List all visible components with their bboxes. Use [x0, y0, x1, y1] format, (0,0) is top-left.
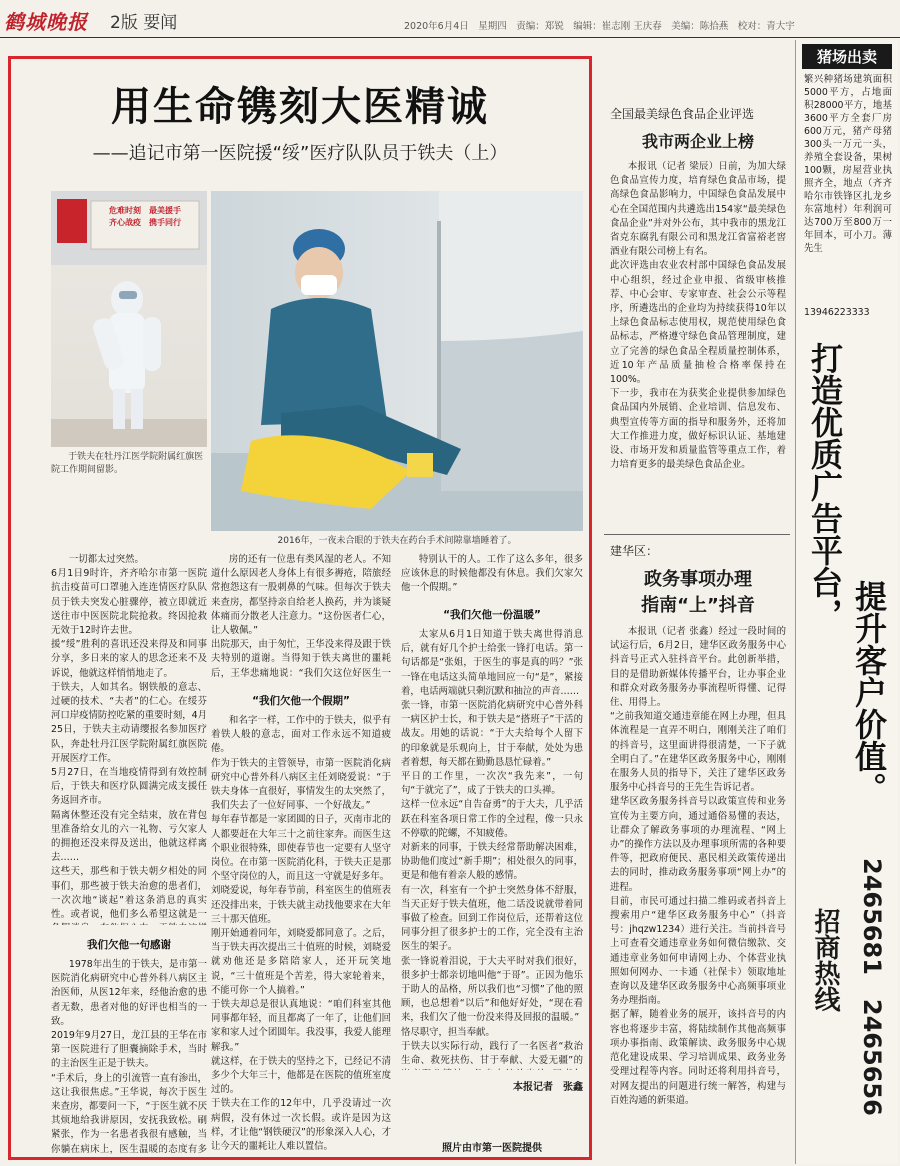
photo-credit: 照片由市第一医院提供	[442, 1143, 542, 1154]
protective-suit-illustration	[51, 191, 207, 447]
page-label: 2版 要闻	[110, 13, 178, 33]
ad-column	[795, 40, 898, 1164]
article-subtitle: ——追记市第一医院援“绥”医疗队队员于铁夫（上）	[92, 143, 508, 164]
story2-kicker: 建华区：	[610, 544, 659, 558]
subheading-thanks: 我们欠他一句感谢	[87, 939, 171, 951]
column3-text-a: 特别认干的人。工作了这么多年，很多应该休息的时候他都没有休息。我们欠家欠他一个假期。”	[401, 554, 583, 594]
photo1-caption: 于铁夫在牡丹江医学院附属红旗医院工作期间留影。	[51, 452, 204, 475]
classified-body: 繁兴种猪场建筑面积5000平方，占地面积28000平方，地基3600平方全套厂房600万元，猪产母猪300头一万元一头，养殖全套设备，果树100颗，房屋营业执照齐全，地点（齐齐哈尔市铁锋区扎龙乡东富地村）年利润可达700万至800万一年回本，可小刀。薄先生	[804, 74, 892, 254]
sidebar-story-douyin	[610, 542, 786, 1155]
photo2-caption: 2016年，一夜未合眼的于铁夫在药台手术间隙靠墙睡着了。	[277, 536, 517, 546]
classified-title: 猪场出卖	[802, 44, 892, 69]
ad-hotline-numbers: 2465681 2465656	[858, 858, 886, 1116]
ad-hotline-label: 招商热线	[810, 908, 840, 1012]
story2-headline-line2: 指南“上”抖音	[641, 595, 755, 616]
photo-banner-text: 危难时刻 最美援手 齐心战疫 携手同行	[109, 206, 181, 227]
article-column-1	[51, 553, 207, 1160]
sidebar-divider	[604, 534, 790, 535]
story2-body: 本报讯（记者 张鑫）经过一段时间的试运行后，6月2日，建华区政务服务中心抖音号正式入驻抖音平台。此创新举措，目的是借助新媒体传播平台，让办事企业和群众对政务服务办事流程听得懂、记得住、用得上。 “之前我知道交通违章能在网上办理，但具体流程是一直弄不明白，刚刚关注了咱们的抖音号，这里面讲得很清楚，一下子就全明白了。”在建华区政务服务中心，刚刚在服务人员的指导下，关注了建华区政务服务中心抖音号的王先生告诉记者。 建华区政务服务抖音号以政策宣传和业务宣传为主要方向，通过通俗易懂的表达，让群众了解政务事项的办理流程、“网上办”的操作方法以及办理事项所需的各种要件等，把政府便民、惠民相关政策传递出去的同时，推动政务服务事项“网上办”的进程。 目前，市民可通过扫描二维码或者抖音上搜索用户“建华区政务服务中心”（抖音号：jhqzw1234）进行关注。当前抖音号上可查看交通违章业务如何微信缴款、交通违章业务如何申请网上办、个体营业执照如何网办、一卡通（社保卡）领取地址查询以及建华区政务服务中心高频事项业务办理指南。 据了解，随着业务的展开，该抖音号的内容也将逐步丰富，将陆续制作其他高频事项办事指南、政策解读、政务服务中心规范化建设成果、学习培训成果、政务业务受理过程等内容。同时还将利用抖音号，对网友提出的问题进行统一解答，构建与百姓沟通的新渠道。	[610, 626, 786, 1106]
classified-phone: 13946223333	[804, 307, 870, 318]
article-column-3	[401, 553, 583, 1093]
subheading-warmth: “我们欠他一份温暖”	[443, 609, 541, 621]
column3-text-b: 太家从6月1日知道于铁夫离世得消息后，就有好几个护士给张一锋打电话。第一句话都是“张姐，于医生的事是真的吗？”张一锋在电话这头简单地回应一句“是”，紧接着，电话两端就只剩沉默和抽泣的声音…… 张一锋，市第一医院消化病研究中心普外科一病区护士长，和于铁夫是“搭班子”干活的战友。用她的话说：“于大夫给每个人留下的印象就是乐观向上，甘于奉献，处处为患者着想，每天都在勤勤恳恳忙碌着。” 平日的工作里，一次次“我先来”，一句句“于就完了”，成了于铁夫的口头禅。 这样一位永远“自告奋勇”的于大夫，几乎活跃在科室各项日常工作的全过程，像一只永不停歇的陀螺，不知疲倦。 对新来的同事，于铁夫经常帮助解决困难，协助他们度过“新手期”；相处很久的同事，更是和他有着亲人般的感情。 有一次，科室有一个护士突然身体不舒服，当天正好于铁夫值班，他二话没说就带着同事做了检查。回到工作岗位后，还帮着这位同事分担了很多护士的工作，完全没有主治医生的架子。 张一锋说着泪说，于大夫平时对我们很好，很多护士都亲切地叫他“于哥”。正因为他乐于助人的品格，所以我们也“习惯”了他的照顾，也总想着“以后”和他好好处，“现在看来，我们欠了他一份没来得及回报的温暖。” 恪尽职守，担当奉献。 于铁夫以实际行动，践行了一名医者“救治生命、救死扶伤、甘于奉献、大爱无疆”的	[401, 629, 583, 1067]
sleeping-doctor-illustration	[211, 191, 583, 531]
article-title: 用生命镌刻大医精诚	[111, 84, 489, 130]
ad-slogan-line1: 打造优质广告平台，	[806, 342, 844, 630]
column2-text-b: 和名字一样，工作中的于铁夫，似乎有着铁人般的意志，面对工作永远不知道疲倦。 作为于铁夫的主管领导，市第一医院消化病研究中心普外科八病区主任刘晓爱说：“于铁夫身体一直很好，事情发生的太突然了，我们失去了一位好同事、一个好战友。” 每年春节都是一家团圆的日子，灭南市北的人都要赶在大年三十之前往家奔。而医生这个职业很特殊，即使春节也一定要有人坚守岗位。在市第一医院消化科，于铁夫正是那个坚守岗位的人，而且这一守就是好多年。 刘晓爱说，每年春节前，科室医生的值班表还没排出来，于铁夫就主动找他要求在大年三十那天值班。 刚开始通着同年，刘晓爱都同意了。之后，当于铁夫再次提出三十值班的时候，刘晓爱就劝他还是多陪陪家人，还开玩笑地说，“三十值班是个苦差，得大家轮着来，不能可你一个人搞着。” 于铁夫却总是很认真地说：“咱们科室其他同事都年轻，而且都离了一年了，让他们回家和家人过个团圆年。我没事，我爱人能理解我。” 就这样，在于铁夫的坚持之下，已经记不清多少个大年三十，他都是在医院的值班室度过的。 于铁夫在工作的12年中，几乎没请过一次病假，没有休过一次长假。或许是因为这样，才让他“钢铁硬汉”的形象深入人心，才让今天的噩耗让人难以置信。	[211, 715, 391, 1153]
story1-headline: 我市两企业上榜	[641, 132, 754, 151]
photo-protective-suit	[51, 191, 207, 447]
story1-kicker: 全国最美绿色食品企业评选	[610, 107, 755, 121]
edition-meta: 2020年6月4日 星期四 责编：郑锐 编辑：崔志刚 王庆春 美编：陈拾燕 校对：青大宇	[404, 21, 795, 32]
byline: 本报记者 张鑫	[513, 1082, 583, 1093]
subheading-holiday: “我们欠他一个假期”	[252, 695, 350, 707]
main-article-frame	[8, 56, 592, 1160]
story2-headline-line1: 政务事项办理	[644, 569, 752, 590]
sidebar-story-green-food	[610, 106, 786, 490]
story1-body: 本报讯（记者 梁辰）日前，为加大绿色食品宣传力度，培育绿色食品市场，提高绿色食品影响力，中国绿色食品发展中心在全国范围内共遴选出154家“最美绿色食品企业”并对外公布，其中我市的黑龙江省克东腐乳有限公司和黑龙江省富裕老窖酒业有限公司榜上有名。 此次评选由农业农村部中国绿色食品发展中心组织，经过企业申报、省级审核推荐、中心会审、专家审查、社会公示等程序，所遴选出的企业均为持续获得10年以上绿色食品标志使用权，规范使用绿色食品标志，严格遵守绿色食品管理制度，建立了完善的绿色食品全程质量控制体系，近10年产品质量抽检合格率保持在100%。 下一步，我市在为获奖企业提供参加绿色食品国内外展销、企业培训、信息发布、典型宣传等方面的指导和服务外，还将加大工作推进力度，做好标识认证、基地建设、市场开发和质量监管等重点工作，着力培育更多的最美绿色食品企业。	[610, 161, 786, 471]
ad-slogan-line2: 提升客户价值。	[850, 580, 888, 804]
column2-text-a: 房的还有一位患有类风湿的老人。不知道什么原因老人身体上有很多褥疮，陪旅经常抱怨这有一股刺鼻的气味。但每次于铁夫来查房，都坚持亲自给老人换药，并为谈疑体痛而分散老人注意力。“这份医者仁心，让人敬佩。” 出院那天，由于匆忙，王华没来得及跟于铁夫特别的道谢。当得知于铁夫离世的噩耗后，王华悲痛地说：“我们欠这位好医生一	[211, 554, 391, 679]
photo-sleeping-doctor	[211, 191, 583, 531]
column1-text-b: 1978年出生的于铁夫，是市第一医院消化病研究中心普外科八病区主治医师，从医12年来，经他治愈的患者无数，患者对他的好评也相当的一致。 2019年9月27日，龙江县的王华在市第一医院进行了胆囊摘除手术，当时的主治医生正是于铁夫。 “手术后，身上的引流管一直有渗出，这让我很焦虑。”王华说，每次于医生来查房，都要问一下，“于医生就不厌其烦地给我讲原因，安抚我致松。刷紧张，作为一名患者我很有感触，当你躺在病床上，医生温暖的态度有多	[51, 959, 207, 1155]
column1-text-a: 一切都太过突然。 6月1日9时许，齐齐哈尔市第一医院抗击疫苗可口罩驰入连连情医疗队队员于铁夫突发心脏骤停，被立即就近送往市中医医院北院抢救。终因抢救无效于12时许去世。 援“绥”胜利的喜讯还没来得及和同事分享，多日来的家人的思念还来不及诉说，他就这样悄悄地走了。 于铁夫，人如其名。钢铁般的意志、过硬的技术、“夫者”的仁心。在绥芬河口岸疫情防控吃紧的重要时刻，4月25日，于铁夫主动请缨报名参加医疗队，奔赴牡丹江医学院附属红旗医院开展医疗工作。 5月27日，在当地疫情得到有效控制后，于铁夫和医疗队圆满完成支援任务返回齐市。 隔离休整还没有完全结束，放在背包里准备给女儿的六一礼物、亏欠家人的拥抱还没来得及送出，他就这样离去…… 这些天，那些和于铁夫朝夕相处的同事们，那些被于铁夫治愈的患者们，一次次地“谈起”着这条消息的真实性。或者说，他们多么希望这就是一	[51, 554, 207, 921]
newspaper-name: 鹤城晚报	[4, 10, 88, 34]
article-column-2	[211, 553, 391, 1154]
masthead	[0, 0, 900, 38]
